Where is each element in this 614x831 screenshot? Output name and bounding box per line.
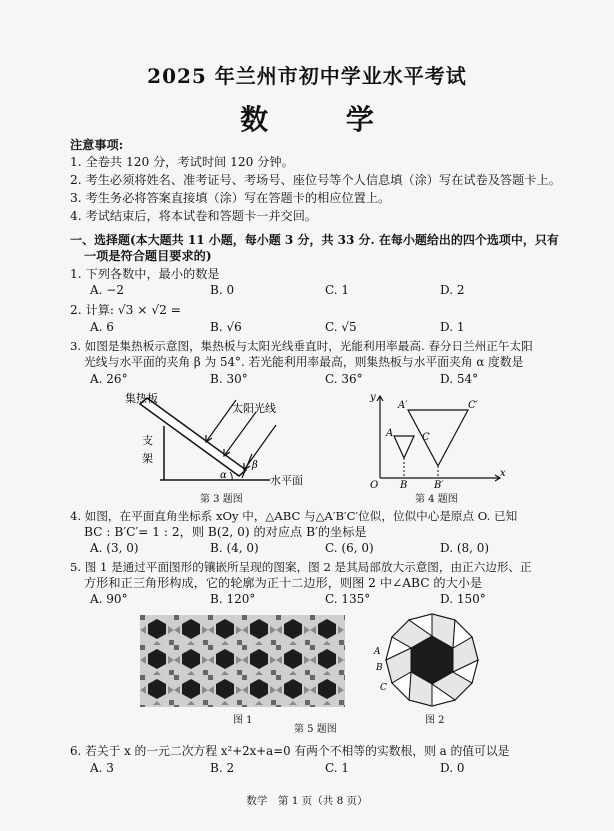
q2-option-b: B. √6: [210, 320, 242, 334]
q4-stem: 4. 如图，在平面直角坐标系 xOy 中，△ABC 与△A′B′C′位似，位似中心是原点 O. 已知: [70, 509, 518, 523]
q6-option-b: B. 2: [210, 761, 235, 775]
page-footer: 数学 第 1 页（共 8 页）: [246, 795, 368, 807]
q4-stem-cont: BC : B′C′= 1 : 2，则 B(2, 0) 的对应点 B′的坐标是: [84, 525, 367, 539]
label-ground: 水平面: [270, 474, 303, 487]
figure-3-solar-panel: [120, 392, 350, 492]
q4-option-d: D. (8, 0): [440, 541, 490, 555]
q5-option-b: B. 120°: [210, 592, 256, 606]
q2-option-c: C. √5: [325, 320, 357, 334]
q1-option-d: D. 2: [440, 283, 465, 297]
triangle-a1b1c1: [408, 410, 468, 466]
section-heading: 一、选择题(本大题共 11 小题，每小题 3 分，共 33 分. 在每小题给出的四个选项中，只有: [70, 233, 559, 247]
figure-5-caption: 第 5 题图: [294, 724, 337, 735]
label-c: C: [380, 683, 387, 693]
origin-label: O: [370, 480, 379, 490]
q4-option-b: B. (4, 0): [210, 541, 259, 555]
label-stand-2: 架: [142, 452, 153, 465]
notice-item: 3. 考生务必将答案直接填（涂）写在答题卡的相应位置上。: [70, 191, 391, 205]
q1-stem: 1. 下列各数中，最小的数是: [70, 267, 220, 281]
q6-option-c: C. 1: [325, 761, 350, 775]
q6-option-a: A. 3: [90, 761, 114, 775]
q1-option-b: B. 0: [210, 283, 235, 297]
label-board: 集热板: [125, 392, 158, 405]
label-beta: β: [252, 460, 258, 471]
heat-collector-board: [140, 398, 246, 476]
point-a-label: A: [386, 428, 394, 439]
label-alpha: α: [220, 470, 227, 481]
q5-stem-cont: 方形和正三角形构成，它的轮廓为正十二边形，则图 2 中∠ABC 的大小是: [84, 576, 483, 590]
q5-option-a: A. 90°: [90, 592, 128, 606]
q2-option-a: A. 6: [90, 320, 114, 334]
point-a1-label: A′: [398, 400, 408, 411]
section-heading-cont: 一项是符合题目要求的): [84, 249, 212, 263]
figure-5-2-caption: 图 2: [425, 715, 445, 726]
notice-item: 4. 考试结束后，将本试卷和答题卡一并交回。: [70, 209, 318, 223]
q2-option-d: D. 1: [440, 320, 465, 334]
label-stand-1: 支: [142, 434, 153, 447]
q3-stem: 3. 如图是集热板示意图，集热板与太阳光线垂直时，光能利用率最高. 春分日兰州正午太阳: [70, 339, 533, 353]
q4-option-a: A. (3, 0): [90, 541, 139, 555]
q3-option-b: B. 30°: [210, 372, 248, 386]
q6-stem: 6. 若关于 x 的一元二次方程 x²+2x+a=0 有两个不相等的实数根，则 a 的值可以是: [70, 744, 510, 758]
triangle-abc: [394, 436, 414, 458]
q5-stem: 5. 图 1 是通过平面图形的镶嵌所呈现的图案，图 2 是其局部放大示意图，由正六边形、正: [70, 560, 532, 574]
figure-5-2-dodecagon: [372, 610, 492, 710]
notice-heading: 注意事项:: [70, 138, 124, 152]
point-b-label: B: [400, 480, 408, 490]
q1-option-c: C. 1: [325, 283, 350, 297]
q1-option-a: A. −2: [90, 283, 124, 297]
axis-y-label: y: [370, 392, 376, 403]
exam-title: 2025 年兰州市初中学业水平考试: [147, 64, 467, 88]
q4-option-c: C. (6, 0): [325, 541, 374, 555]
axis-x-label: x: [500, 468, 506, 479]
figure-4-caption: 第 4 题图: [415, 494, 458, 505]
figure-5-1-caption: 图 1: [233, 715, 253, 726]
q3-stem-cont: 光线与水平面的夹角 β 为 54°. 若光能利用率最高，则集热板与水平面夹角 α 度数是: [84, 355, 524, 369]
point-b1-label: B′: [434, 480, 444, 490]
point-c-label: C: [422, 432, 430, 443]
label-a: A: [374, 647, 381, 657]
q5-option-c: C. 135°: [325, 592, 371, 606]
q3-option-a: A. 26°: [90, 372, 128, 386]
q3-option-d: D. 54°: [440, 372, 479, 386]
notice-item: 1. 全卷共 120 分，考试时间 120 分钟。: [70, 155, 294, 169]
q6-option-d: D. 0: [440, 761, 465, 775]
label-sun: 太阳光线: [232, 402, 276, 415]
point-c1-label: C′: [468, 400, 478, 411]
q3-option-c: C. 36°: [325, 372, 363, 386]
figure-5-1-tessellation: [140, 615, 345, 707]
subject-title: 数 学: [240, 103, 408, 136]
figure-4-coordinate-plane: [360, 390, 510, 490]
q2-stem: 2. 计算: √3 × √2 =: [70, 303, 181, 317]
notice-item: 2. 考生必须将姓名、准考证号、考场号、座位号等个人信息填（涂）写在试卷及答题卡上。: [70, 173, 561, 187]
figure-3-caption: 第 3 题图: [200, 494, 243, 505]
q5-option-d: D. 150°: [440, 592, 486, 606]
label-b: B: [376, 663, 383, 673]
